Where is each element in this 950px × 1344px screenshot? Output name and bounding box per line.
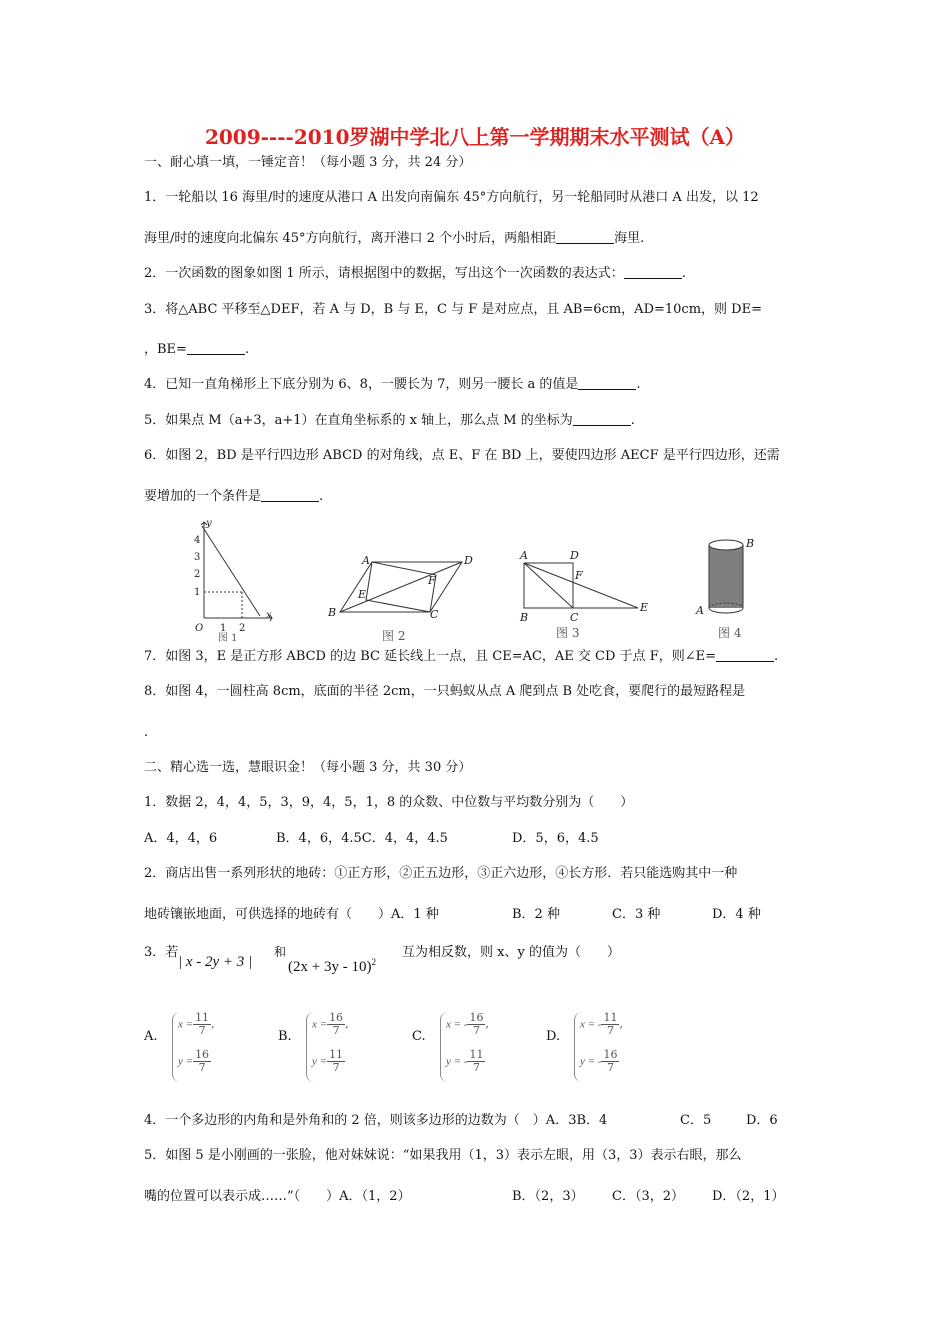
- s1-q8-line1: 8．如图 4，一圆柱高 8cm，底面的半径 2cm，一只蚂蚁从点 A 爬到点 B 处吃食，要爬行的最短路程是: [144, 684, 746, 699]
- s2-q1-option-a: A．4，4，6: [144, 831, 218, 846]
- y-tick: 3: [194, 552, 201, 563]
- s2-q5-option-d: D．（2，1）: [712, 1189, 785, 1204]
- figure-caption: 图 3: [556, 626, 580, 640]
- answer-blank: [578, 377, 636, 390]
- y-tick: 1: [194, 587, 201, 598]
- fraction: [193, 1012, 211, 1037]
- point-label: A: [696, 604, 704, 617]
- denominator: 7: [198, 1061, 206, 1074]
- point-label: A: [520, 549, 528, 562]
- s1-q7: 7．如图 3，E 是正方形 ABCD 的边 BC 延长线上一点，且 CE=AC，AE 交 CD 于点 F，则∠E= .: [144, 649, 779, 664]
- equation-lhs: y =: [178, 1055, 194, 1068]
- s2-q2-option-d: D．4 种: [712, 907, 761, 922]
- s1-q3-line1: 3．将△ABC 平移至△DEF，若 A 与 D，B 与 E，C 与 F 是对应点，且 AB=6cm，AD=10cm，则 DE=: [144, 302, 762, 317]
- equation-lhs: y =: [312, 1055, 328, 1068]
- s2-q2-option-b: B．2 种: [512, 907, 560, 922]
- s2-q2-line1: 2．商店出售一系列形状的地砖：①正方形，②正五边形，③正六边形，④长方形．若只能选购其中一种: [144, 866, 738, 881]
- equation-lhs: x =: [312, 1018, 328, 1031]
- comma: ,: [345, 1017, 349, 1031]
- equation-y: [446, 1049, 485, 1074]
- s2-q4-option-d: D．6: [746, 1113, 778, 1128]
- point-label: C: [570, 611, 579, 624]
- y-tick: 2: [194, 569, 201, 580]
- figure-caption: 图 1: [218, 633, 238, 644]
- numerator: 16: [469, 1011, 484, 1024]
- point-label: B: [746, 537, 755, 550]
- equation-x: [312, 1012, 349, 1037]
- cylinder-body: [709, 545, 743, 608]
- s2-q4-option-c: C．5: [680, 1113, 712, 1128]
- s1-q4: 4．已知一直角梯形上下底分别为 6、8，一腰长为 7，则另一腰长 a 的值是 .: [144, 377, 641, 392]
- figure-3: [516, 549, 656, 644]
- equation-y: [580, 1049, 619, 1074]
- denominator: 7: [332, 1061, 340, 1074]
- section2-header: 二、精心选一选，慧眼识金！（每小题 3 分，共 30 分）: [144, 760, 472, 775]
- s1-q5: 5．如果点 M（a+3，a+1）在直角坐标系的 x 轴上，那么点 M 的坐标为 .: [144, 413, 635, 428]
- comma: ,: [211, 1017, 215, 1031]
- fraction: [467, 1012, 485, 1037]
- y-tick: 4: [194, 535, 201, 546]
- s2-q2-option-c: C．3 种: [612, 907, 661, 922]
- numerator: 11: [195, 1011, 210, 1024]
- cylinder-top: [709, 540, 743, 550]
- numerator: 16: [195, 1048, 210, 1061]
- figure-caption: 图 2: [382, 629, 406, 643]
- s2-q2-line2: 地砖镶嵌地面，可供选择的地砖有（ ）A．1 种: [144, 907, 439, 922]
- diagonal-ac: [524, 563, 573, 608]
- x-tick: 2: [239, 623, 246, 634]
- figure-4: [692, 535, 762, 640]
- s2-q3-and: 和: [274, 945, 287, 959]
- figure-caption: 图 4: [718, 626, 742, 640]
- equation-lhs: y = -: [446, 1055, 468, 1068]
- abs-expression: | x - 2y + 3 |: [178, 954, 253, 970]
- answer-blank: [573, 413, 631, 426]
- answer-blank: [187, 342, 245, 355]
- x-tick: 1: [220, 623, 227, 634]
- equation-x: [178, 1012, 215, 1037]
- s1-q2: 2．一次函数的图象如图 1 所示，请根据图中的数据，写出这个一次函数的表达式： .: [144, 266, 686, 281]
- s2-q5-option-b: B．（2，3）: [512, 1189, 584, 1204]
- s1-q1-line2: 海里/时的速度向北偏东 45°方向航行，离开港口 2 个小时后，两船相距 海里.: [144, 231, 645, 246]
- denominator: 7: [472, 1024, 480, 1037]
- denominator: 7: [332, 1024, 340, 1037]
- s2-q1-option-bc: B．4，6，4.5C．4，4，4.5: [276, 831, 448, 846]
- fraction: [467, 1049, 485, 1074]
- option-label: A.: [144, 1029, 158, 1044]
- option-label: B.: [278, 1029, 292, 1044]
- s2-q5-line1: 5．如图 5 是小刚画的一张脸，他对妹妹说：“如果我用（1，3）表示左眼，用（3，3）表示右眼，那么: [144, 1148, 742, 1163]
- figure-2: [326, 552, 476, 642]
- point-label: A: [362, 554, 370, 567]
- point-label: E: [358, 588, 367, 601]
- denominator: 7: [606, 1061, 614, 1074]
- numerator: 16: [603, 1048, 618, 1061]
- numerator: 11: [603, 1011, 618, 1024]
- x-axis-label: x: [266, 610, 272, 621]
- fraction: [601, 1049, 619, 1074]
- numerator: 16: [329, 1011, 344, 1024]
- denominator: 7: [198, 1024, 206, 1037]
- point-label: E: [640, 601, 649, 614]
- s2-q1-option-d: D．5，6，4.5: [512, 831, 599, 846]
- equation-lhs: x = -: [580, 1018, 602, 1031]
- option-label: C.: [412, 1029, 426, 1044]
- point-label: B: [520, 611, 529, 624]
- square-expression: $(2x + 3y - 10)^2$: [288, 957, 376, 975]
- s2-q4: 4．一个多边形的内角和是外角和的 2 倍，则该多边形的边数为（ ）A．3B．4: [144, 1113, 608, 1128]
- s2-q1: 1．数据 2，4，4，5，3，9，4，5，1，8 的众数、中位数与平均数分别为（ ）: [144, 795, 634, 810]
- s2-q3-prefix: 3．若: [144, 945, 179, 960]
- equation-x: [446, 1012, 489, 1037]
- equation-x: [580, 1012, 623, 1037]
- point-label: F: [428, 574, 436, 587]
- answer-blank: [556, 231, 614, 244]
- s1-q3-line2: ，BE= .: [144, 342, 250, 357]
- y-axis-label: y: [206, 518, 212, 529]
- diagonal-bd: [340, 562, 462, 612]
- point-label: C: [430, 608, 439, 621]
- figure-1: [186, 518, 276, 643]
- numerator: 11: [329, 1048, 344, 1061]
- equation-lhs: y = -: [580, 1055, 602, 1068]
- s1-q6-line1: 6．如图 2，BD 是平行四边形 ABCD 的对角线，点 E、F 在 BD 上，要使四边形 AECF 是平行四边形，还需: [144, 448, 780, 463]
- point-label: F: [575, 569, 583, 582]
- s2-q5-option-c: C．（3，2）: [612, 1189, 684, 1204]
- comma: ,: [619, 1017, 623, 1031]
- answer-blank: [261, 489, 319, 502]
- graph-line: [202, 526, 260, 616]
- point-label: D: [464, 554, 473, 567]
- comma: ,: [485, 1017, 489, 1031]
- fraction: [327, 1012, 345, 1037]
- fraction: [601, 1012, 619, 1037]
- fraction: [193, 1049, 211, 1074]
- page-title: 2009----2010罗湖中学北八上第一学期期末水平测试（A）: [204, 125, 746, 149]
- equation-lhs: x = -: [446, 1018, 468, 1031]
- s2-q5-line2: 嘴的位置可以表示成……”（ ）A．（1，2）: [144, 1189, 411, 1204]
- s1-q8-line2: .: [144, 725, 149, 740]
- denominator: 7: [606, 1024, 614, 1037]
- point-label: D: [570, 549, 579, 562]
- answer-blank: [716, 649, 774, 662]
- answer-blank: [624, 266, 682, 279]
- numerator: 11: [469, 1048, 484, 1061]
- s2-q3-suffix: 互为相反数，则 x、y 的值为（ ）: [402, 945, 620, 960]
- s1-q6-line2: 要增加的一个条件是 .: [144, 489, 324, 504]
- equation-lhs: x =: [178, 1018, 194, 1031]
- equation-y: [312, 1049, 345, 1074]
- fraction: [327, 1049, 345, 1074]
- section1-header: 一、耐心填一填，一锤定音！（每小题 3 分，共 24 分）: [144, 155, 472, 170]
- point-label: B: [328, 606, 337, 619]
- origin-label: O: [195, 623, 204, 634]
- option-label: D.: [546, 1029, 561, 1044]
- s1-q1-line1: 1．一轮船以 16 海里/时的速度从港口 A 出发向南偏东 45°方向航行，另一轮船同时从港口 A 出发，以 12: [144, 190, 759, 205]
- denominator: 7: [472, 1061, 480, 1074]
- equation-y: [178, 1049, 211, 1074]
